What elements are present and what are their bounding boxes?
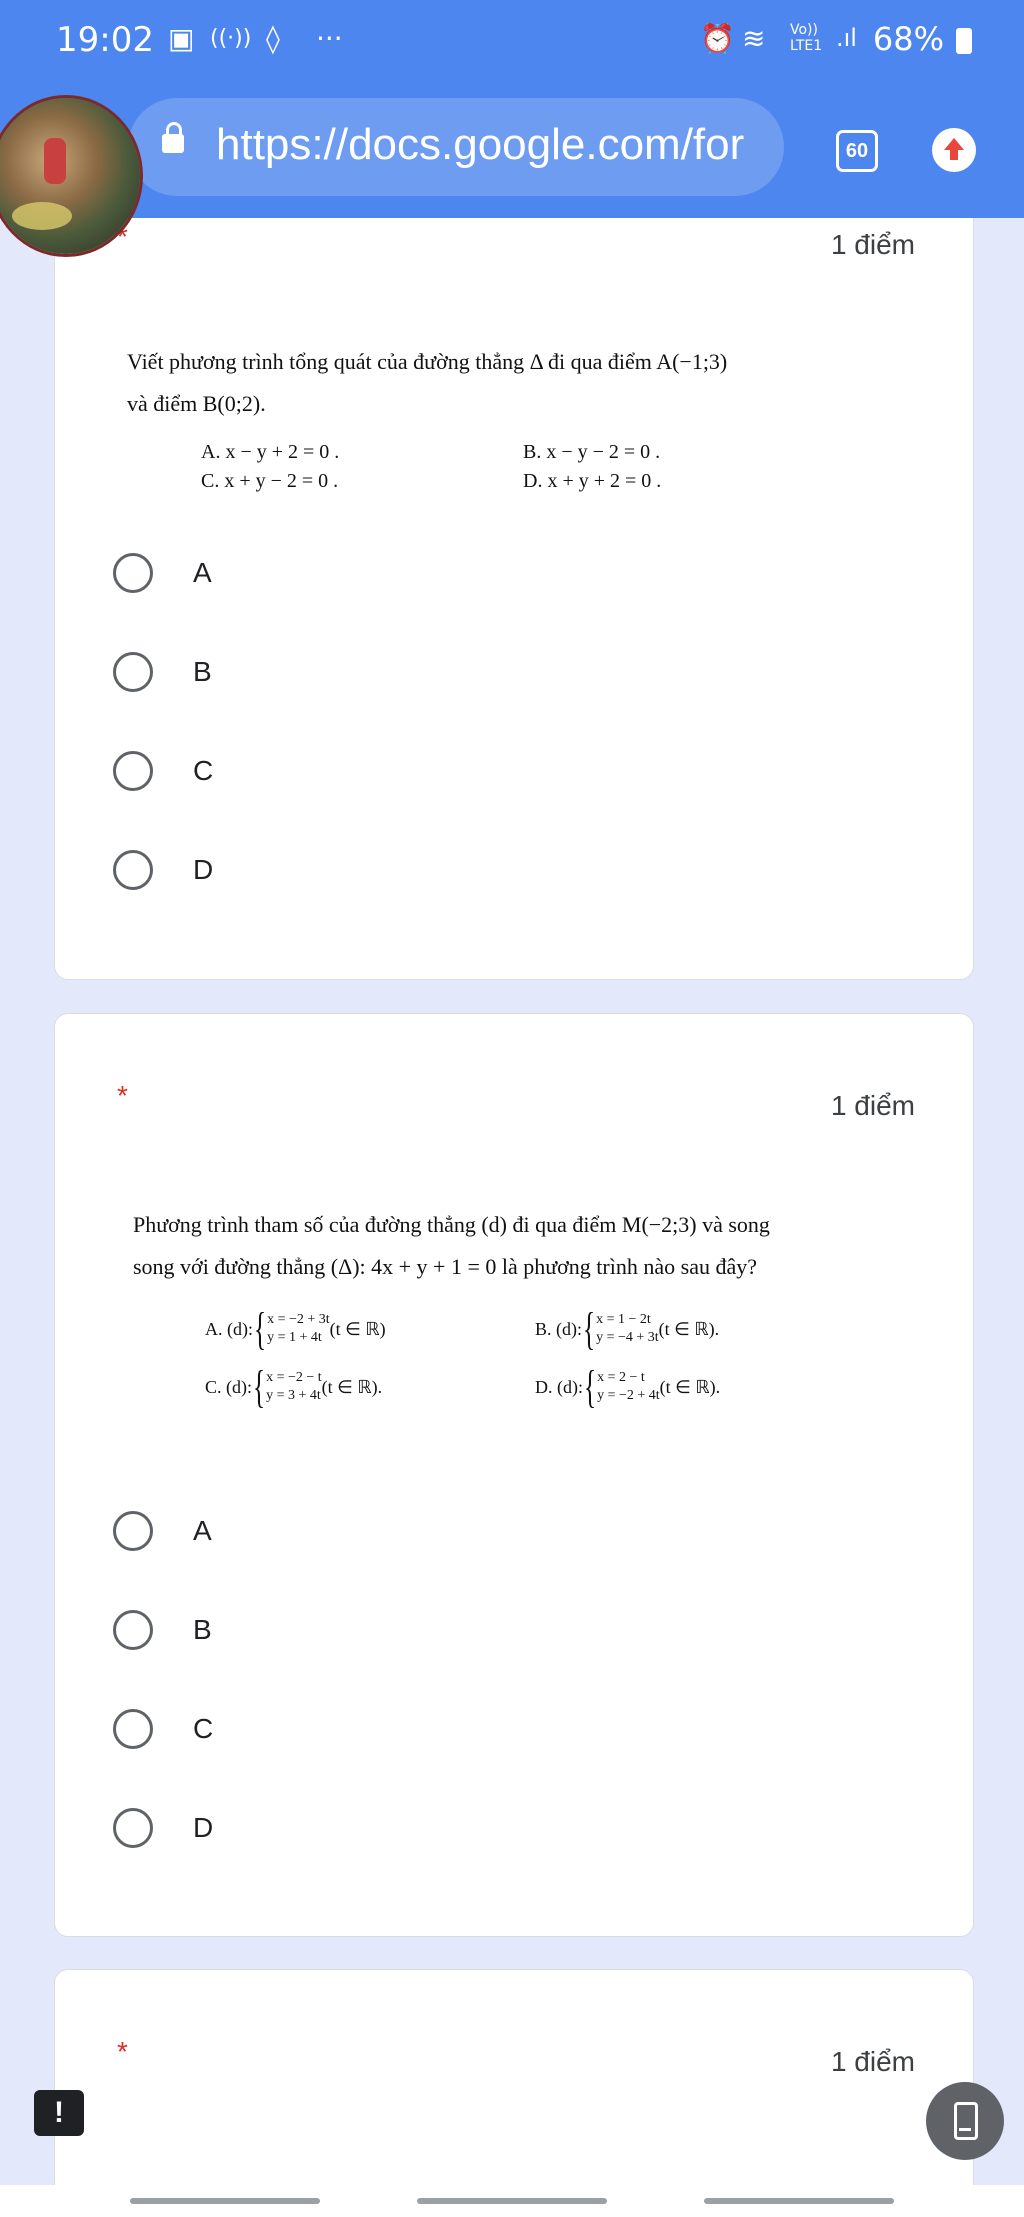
radio-label: B (193, 656, 212, 687)
option-d-system (535, 1361, 835, 1412)
radio-circle[interactable] (113, 1808, 153, 1848)
option-c-system (205, 1361, 535, 1412)
warning-icon[interactable]: ! (34, 2090, 84, 2136)
option-d-text: D. x + y + 2 = 0 . (523, 470, 662, 492)
radio-option-d[interactable] (113, 1803, 213, 1853)
navigation-bar (0, 2185, 1024, 2217)
option-label: D. (d): (535, 1376, 583, 1397)
volte-text: Vo)) (790, 22, 818, 38)
question-card-3 (54, 1969, 974, 2211)
question-card-1 (54, 190, 974, 980)
equation-y: y = 1 + 4t (267, 1330, 322, 1345)
option-b-system (535, 1303, 835, 1354)
phone-icon[interactable] (926, 2082, 1004, 2160)
gallery-icon: ▣ (168, 22, 195, 55)
nav-back-handle[interactable] (704, 2198, 894, 2204)
domain-text: (t ∈ ℝ). (321, 1376, 383, 1397)
radio-option-c[interactable] (113, 746, 213, 796)
option-b-text: B. x − y − 2 = 0 . (523, 441, 661, 463)
equation-x: x = −2 + 3t (267, 1312, 330, 1327)
radio-circle[interactable] (113, 1511, 153, 1551)
equation-y: y = −2 + 4t (597, 1388, 660, 1403)
required-marker: * (117, 1080, 128, 1111)
equation-x: x = −2 − t (266, 1370, 322, 1385)
radio-label: A (193, 1515, 212, 1546)
radio-option-d[interactable] (113, 845, 213, 895)
domain-text: (t ∈ ℝ) (329, 1318, 386, 1339)
radio-option-a[interactable] (113, 548, 212, 598)
question-card-2 (54, 1013, 974, 1937)
status-time: 19:02 (56, 20, 154, 60)
answer-options (201, 441, 823, 493)
battery-icon (956, 28, 972, 54)
answer-options (205, 1303, 835, 1412)
equation-y: y = −4 + 3t (596, 1330, 659, 1345)
radio-circle[interactable] (113, 751, 153, 791)
question-text-line-1: Viết phương trình tổng quát của đường thẳng Δ đi qua điểm A(−1;3) (127, 349, 728, 374)
domain-text: (t ∈ ℝ). (659, 1376, 721, 1397)
status-bar (0, 0, 1024, 80)
question-image (133, 1204, 770, 1288)
brace-icon: { (582, 1303, 596, 1354)
question-points: 1 điểm (830, 229, 915, 260)
brace-icon: { (253, 1303, 267, 1354)
wifi-icon: ≋ (742, 22, 766, 55)
location-icon: ◊ (266, 22, 280, 55)
radio-option-c[interactable] (113, 1704, 213, 1754)
radio-label: A (193, 557, 212, 588)
option-c-text: C. x + y − 2 = 0 . (201, 470, 339, 492)
equation-x: x = 1 − 2t (596, 1312, 651, 1327)
option-a-system (205, 1303, 535, 1354)
nav-recent-handle[interactable] (130, 2198, 320, 2204)
more-icon: ··· (316, 22, 343, 55)
radio-option-b[interactable] (113, 647, 212, 697)
equation-y: y = 3 + 4t (266, 1388, 321, 1403)
radio-label: D (193, 1812, 214, 1843)
battery-level: 68% (872, 20, 944, 58)
nav-home-handle[interactable] (417, 2198, 607, 2204)
radio-option-a[interactable] (113, 1506, 212, 1556)
lte-text: LTE1 (790, 38, 823, 54)
option-label: A. (d): (205, 1318, 253, 1339)
url-bar[interactable] (128, 98, 784, 196)
question-text-line-2: và điểm B(0;2). (127, 391, 266, 416)
required-marker: * (117, 221, 128, 252)
radio-label: D (193, 854, 214, 885)
volte-icon (790, 22, 822, 54)
upload-icon[interactable] (932, 128, 976, 172)
radio-circle[interactable] (113, 1709, 153, 1749)
required-marker: * (117, 2036, 128, 2067)
radio-circle[interactable] (113, 1610, 153, 1650)
option-label: B. (d): (535, 1318, 582, 1339)
radio-label: B (193, 1614, 212, 1645)
equation-x: x = 2 − t (597, 1370, 645, 1385)
question-text-line-1: Phương trình tham số của đường thẳng (d) đi qua điểm M(−2;3) và song (133, 1212, 770, 1237)
question-image (127, 341, 727, 425)
question-points: 1 điểm (830, 1090, 915, 1121)
radio-circle[interactable] (113, 553, 153, 593)
brace-icon: { (583, 1361, 597, 1412)
radio-circle[interactable] (113, 850, 153, 890)
signal-icon: .ıl (836, 24, 857, 52)
tab-switcher-button[interactable]: 60 (836, 130, 878, 172)
option-a-text: A. x − y + 2 = 0 . (201, 441, 340, 463)
radio-option-b[interactable] (113, 1605, 212, 1655)
alarm-icon: ⏰ (700, 22, 735, 55)
radio-label: C (193, 755, 214, 786)
question-text-line-2: song với đường thẳng (Δ): 4x + y + 1 = 0 là phương trình nào sau đây? (133, 1254, 757, 1279)
option-label: C. (d): (205, 1376, 252, 1397)
domain-text: (t ∈ ℝ). (658, 1318, 720, 1339)
browser-top-bar (0, 0, 1024, 218)
url-text[interactable]: https://docs.google.com/for (216, 120, 745, 169)
radio-label: C (193, 1713, 214, 1744)
lock-icon (162, 134, 184, 153)
cast-icon: ((·)) (210, 26, 252, 51)
radio-circle[interactable] (113, 652, 153, 692)
brace-icon: { (252, 1361, 266, 1412)
question-points: 1 điểm (830, 2046, 915, 2077)
